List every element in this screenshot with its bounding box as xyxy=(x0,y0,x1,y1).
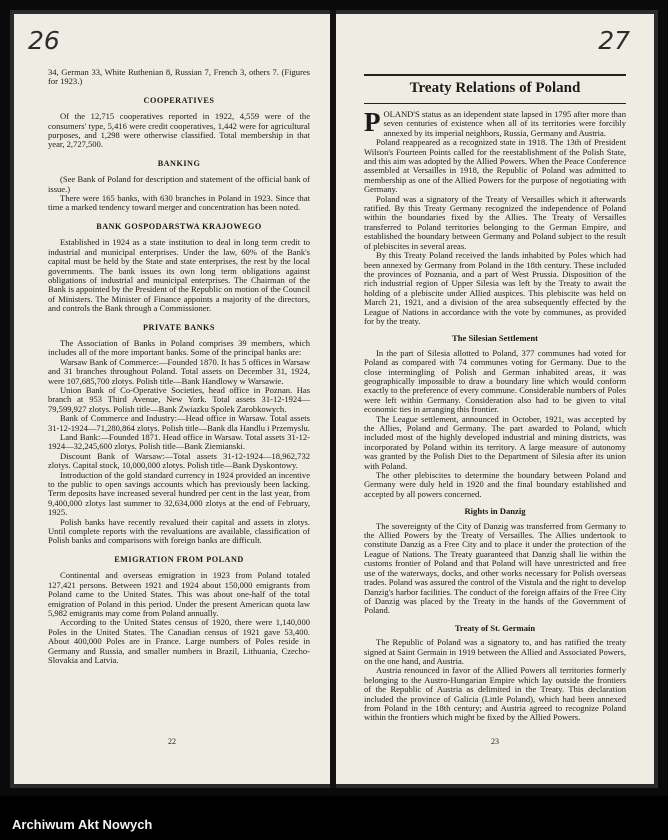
title-rule xyxy=(364,103,626,104)
handwritten-page-number: 26 xyxy=(28,26,60,55)
opening-paragraph xyxy=(364,107,626,138)
left-page-text xyxy=(48,68,310,665)
section-heading: BANKING xyxy=(157,158,201,168)
archive-label: Archiwum Akt Nowych xyxy=(12,817,153,832)
right-page-text xyxy=(364,74,626,723)
body-paragraph: (See Bank of Poland for description and statement of the official bank of issue.) xyxy=(48,174,310,194)
body-paragraph: There were 165 banks, with 630 branches in Poland in 1923. Since that time a marked tendency toward merger and concentration has been noted. xyxy=(48,193,310,213)
left-page xyxy=(14,14,330,784)
body-paragraph: According to the United States census of 1920, there were 1,140,000 Poles in the United States. The Canadian census of 1921 gave 53,400. About 400,000 Poles are in France. Large numbers of Poles reside in Germany and Russia, and smaller numbers in Brazil, Lithuania, Czecho-Slovakia and Latvia. xyxy=(48,617,310,665)
title-rule xyxy=(364,74,626,76)
body-paragraph: Land Bank:—Founded 1871. Head office in Warsaw. Total assets 31-12-1924—32,245,600 zlotys. Polish title—Bank Ziemianski. xyxy=(48,432,310,452)
body-paragraph: Poland was a signatory of the Treaty of Versailles which it afterwards ratified. By this Treaty Germany recognized the independence of Poland within the boundaries fixed by the Allies. The Treaty of Versailles transferred to Poland territories belonging to the German Empire, and established the boundary between Germany and Poland subject to the result of plebiscites in several areas. xyxy=(364,193,626,251)
section-heading: Treaty of St. Germain xyxy=(454,622,536,633)
body-paragraph: Poland reappeared as a recognized state in 1918. The 13th of President Wilson's Fourteen Points called for the reestablishment of the Polish State, and this aim was adopted by the Allied Powers. When the Peace Conference assembled at Versailles in 1918, the Republic of Poland was admitted to membership as one of the Allied Powers for the purpose of negotiating with Germany. xyxy=(364,137,626,195)
section-heading: PRIVATE BANKS xyxy=(143,322,215,332)
section-heading: BANK GOSPODARSTWA KRAJOWEGO xyxy=(96,221,262,231)
intro-paragraphs xyxy=(364,138,626,326)
body-paragraph: The Republic of Poland was a signatory to, and has ratified the treaty signed at Saint Germain in 1919 between the Allied and Associated Powers, on the one hand, and Austria. xyxy=(364,637,626,666)
body-paragraph: Established in 1924 as a state institution to deal in long term credit to industrial and municipal enterprises. Under the law, 60% of the Bank's capital must be held by the State and state enterprises, the rest by the local governments. The bank issues its own long term obligations against obligations of industrial and municipal enterprises. The Chairman of the Bank is appointed by the President of the Republic on motion of the Council of Ministers. The Minister of Finance appoints a majority of the directors, and controls the Bank through a Commissioner. xyxy=(48,237,310,314)
body-paragraph: The other plebiscites to determine the boundary between Poland and Germany were duly held in 1920 and the final boundary established and accepted by all powers concerned. xyxy=(364,470,626,499)
body-paragraph: Polish banks have recently revalued their capital and assets in zlotys. Until complete reports with the revaluations are available, classification of Polish banks and comparisons with foreign banks are difficult. xyxy=(48,516,310,546)
body-paragraph: The League settlement, announced in October, 1921, was accepted by the Allies, Poland and Germany. The part awarded to Poland, which included most of the highly developed industrial and mining districts, was incorporated by Poland within its territory. A large measure of autonomy was granted by the Polish Diet to the Department of Silesia after its union with Poland. xyxy=(364,413,626,471)
body-paragraph: By this Treaty Poland received the lands inhabited by Poles which had been annexed by Germany from Poland in the 18th century. These included the provinces of Poznania, and a part of West Prussia. Disposition of the rich industrial region of Upper Silesia was left by the Treaty to await the holding of a plebiscite under Allied auspices. This plebiscite was held on March 21, 1921, and a division of the area subsequently effected by the League of Nations in accordance with the vote by communes, as provided for by the treaty. xyxy=(364,250,626,326)
section-heading: COOPERATIVES xyxy=(143,95,215,105)
drop-cap: P xyxy=(364,107,381,137)
book-spread xyxy=(10,10,658,788)
body-paragraph: Union Bank of Co-Operative Societies, head office in Poznan. Has branch at 953 Third Avenue, New York. Total assets 31-12-1924—79,599,927 zlotys. Polish title—Bank Zwiazku Spolek Zarobkowych. xyxy=(48,384,310,414)
body-paragraph: Warsaw Bank of Commerce:—Founded 1870. It has 5 offices in Warsaw and 31 branches throughout Poland. Total assets on December 31, 1924, were 107,685,700 zlotys. Polish title—Bank Handlowy w Warsawie. xyxy=(48,356,310,386)
section-heading: The Silesian Settlement xyxy=(452,333,538,344)
body-paragraph: Continental and overseas emigration in 1923 from Poland totaled 127,421 persons. Between 1921 and 1924 about 150,000 emigrants from Poland came to the United States. This was about one-half of the total emigration of Poland in this period. Under the present American quota law 5,982 emigrants may come from Poland annually. xyxy=(48,570,310,618)
opening-text: OLAND'S status as an idependent state lapsed in 1795 after more than seven centuries of existence when all of its territories were forcibly annexed by its imperial neighbors, Russia, Germany and Austria. xyxy=(383,109,626,138)
body-paragraph: The Association of Banks in Poland comprises 39 members, which includes all of the more important banks. Some of the principal banks are: xyxy=(48,337,310,358)
body-paragraph: Austria renounced in favor of the Allied Powers all territories formerly belonging to the Austro-Hungarian Empire which lay outside the frontiers of the Republic of Austria as delimited in the Treaty. This declaration included the province of Galicia (Little Poland), which had been annexed from Poland in the 18th century; and Austria agreed to recognize Poland within the frontiers which might be fixed by the Allied Powers. xyxy=(364,665,626,723)
body-paragraph: In the part of Silesia allotted to Poland, 377 communes had voted for Poland as compared with 74 communes voting for Germany. Due to the close intermingling of Polish and German inhabited areas, it was geographically impossible to draw a boundary line which would conform exactly to the preference of every commune. Considerable numbers of Poles were left within Germany. Consideration also had to be given to vital economic ties in arranging this frontier. xyxy=(364,347,626,415)
intro-paragraph: 34, German 33, White Ruthenian 8, Russian 7, French 3, others 7. (Figures for 1923.) xyxy=(48,67,310,87)
body-paragraph: The sovereignty of the City of Danzig was transferred from Germany to the Allied Powers by the Treaty of Versailles. The Allies undertook to constitute Danzig as a Free City and to place it under the protection of the League of Nations. The Treaty guaranteed that Danzig shall lie within the customs frontier of Poland and that Poland will have unrestricted and free use of the waterways, docks, and other works necessary for Polish overseas trades. Poland was assured the control of the Vistula and the right to develop Danzig's harbor facilities. The conduct of the foreign affairs of the Free City of Danzig was placed by the Treaty in the hands of the Government of Poland. xyxy=(364,520,626,616)
page-number: 22 xyxy=(168,737,176,746)
section-heading: EMIGRATION FROM POLAND xyxy=(114,554,244,564)
body-paragraph: Discount Bank of Warsaw:—Total assets 31-12-1924—18,962,732 zlotys. Capital stock, 10,000,000 zlotys. Polish title—Bank Dyskontowy. xyxy=(48,450,310,471)
body-paragraph: Of the 12,715 cooperatives reported in 1922, 4,559 were of the consumers' type, 5,416 were credit cooperatives, 1,442 were for agricultural purposes, and 1,298 were otherwise classified. Total membership in that year, 2,727,500. xyxy=(48,111,310,150)
page-number: 23 xyxy=(491,737,499,746)
body-paragraph: Bank of Commerce and Industry:—Head office in Warsaw. Total assets 31-12-1924—71,280,864 zlotys. Polish title—Bank dla Handlu i Przemyslu. xyxy=(48,413,310,433)
page-title: Treaty Relations of Poland xyxy=(409,80,581,96)
handwritten-page-number: 27 xyxy=(598,26,630,55)
body-paragraph: Introduction of the gold standard currency in 1924 provided an incentive to the public to open savings accounts which has previously been lacking. Term deposits have increased several hundred per cent in the last year, from 9,400,000 zlotys last summer to 32,634,000 zlotys at the end of February, 1925. xyxy=(48,469,310,518)
right-page xyxy=(336,14,654,784)
section-heading: Rights in Danzig xyxy=(464,506,526,517)
